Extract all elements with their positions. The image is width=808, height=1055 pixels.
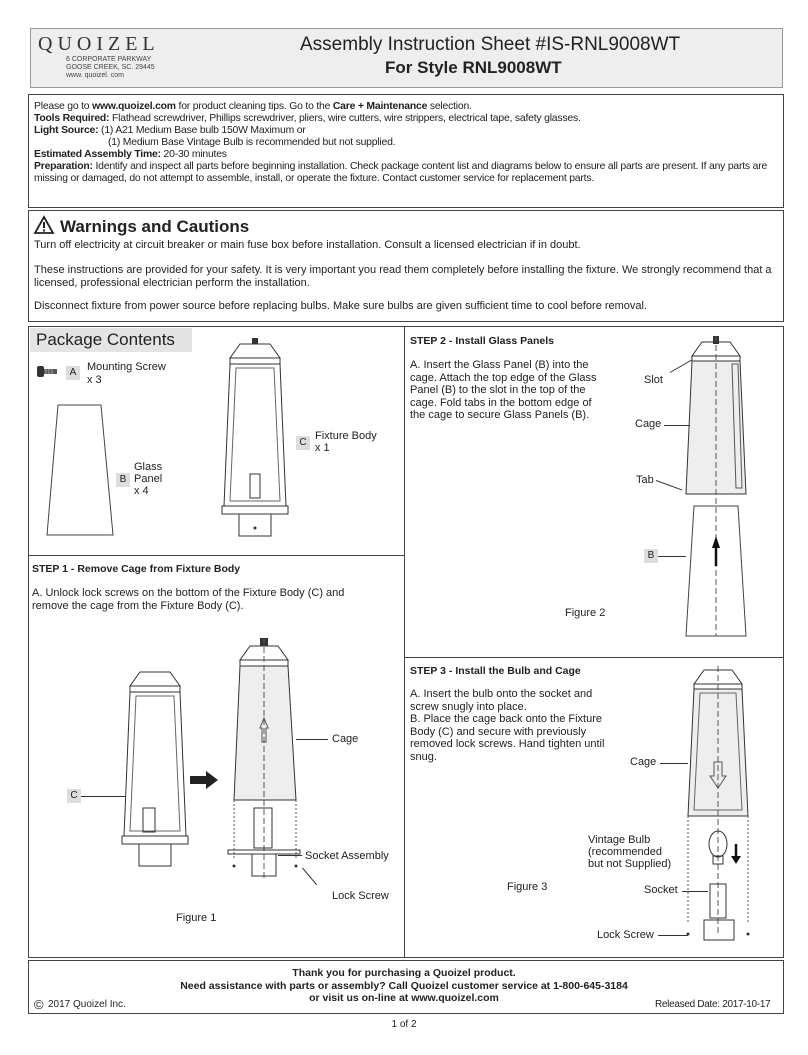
intro-text: Please go to www.quoizel.com for product cleaning tips. Go to the Care + Maintenance selection. Tools Required: Flathead screwdriver, Phillips screwdriver, pliers, wire cutters, wire strippers, electrical tape, safety glasses. Light Source: (1) A21 Medium Base bulb 150W Maximum or (1) Medium Base Vintage Bulb is recommended but not supplied. Estimated Assembly Time: 20-30 minutes Preparation: Identify and inspect all parts before beginning installation. Check package content list and diagrams below to ensure all parts are present. If any parts are missing or damaged, do not attempt to assemble, install, or operate the fixture. Contact customer service for replacement parts. <box>34 101 768 184</box>
step3-heading: STEP 3 - Install the Bulb and Cage <box>410 665 581 677</box>
badge-b: B <box>116 473 130 487</box>
address-line-2: GOOSE CREEK, SC. 29445 <box>66 64 155 71</box>
step1-leader-cage <box>296 739 328 740</box>
footer-thanks: Thank you for purchasing a Quoizel product. <box>292 967 516 979</box>
step3-label-bulb: Vintage Bulb (recommended but not Supplied) <box>588 834 672 870</box>
warning-paragraph-2: These instructions are provided for your safety. It is very important you read them completely before installing the fixture. We strongly recommend that a licensed, professional electrician perform the installation. <box>34 264 772 289</box>
warnings-title: Warnings and Cautions <box>60 217 250 236</box>
footer-released-date: Released Date: 2017-10-17 <box>655 999 771 1010</box>
page-number: 1 of 2 <box>391 1019 417 1030</box>
badge-a: A <box>66 366 80 380</box>
step1-text: A. Unlock lock screws on the bottom of the Fixture Body (C) and remove the cage from the Fixture Body (C). <box>32 587 345 612</box>
fixture-body-label: Fixture Body <box>315 430 377 442</box>
package-contents-title: Package Contents <box>30 328 192 352</box>
step1-leader-c <box>81 796 125 797</box>
brand-logo: QUOIZEL <box>38 33 160 55</box>
mounting-screw-icon <box>36 363 60 381</box>
document-subtitle: For Style RNL9008WT <box>385 58 562 77</box>
step2-heading: STEP 2 - Install Glass Panels <box>410 335 554 347</box>
footer-assist: Need assistance with parts or assembly? Call Quoizel customer service at 1-800-645-3184 <box>180 980 628 992</box>
step1-heading: STEP 1 - Remove Cage from Fixture Body <box>32 563 241 575</box>
step3-leader-cage <box>660 763 688 764</box>
website-text: www. quoizel. com <box>66 72 124 79</box>
step2-label-slot: Slot <box>644 374 663 386</box>
footer-copyright: 2017 Quoizel Inc. <box>48 999 126 1010</box>
step3-text-b: B. Place the cage back onto the Fixture Body (C) and secure with previously removed lock screws. Hand tighten until snug. <box>410 713 605 763</box>
glass-panel-illustration <box>44 404 116 536</box>
fixture-body-qty: x 1 <box>315 442 330 454</box>
fixture-body-illustration <box>210 336 300 540</box>
figure-1-caption: Figure 1 <box>176 912 217 924</box>
mounting-screw-label: Mounting Screw <box>87 361 166 373</box>
step2-leader-b <box>658 556 686 557</box>
grid-divider-left <box>28 555 405 556</box>
step1-label-lock-screw: Lock Screw <box>332 890 389 902</box>
step2-label-cage: Cage <box>635 418 662 430</box>
warning-paragraph-1: Turn off electricity at circuit breaker or main fuse box before installation. Consult a licensed electrician if in doubt. <box>34 239 581 251</box>
step1-badge-c: C <box>67 789 81 803</box>
mounting-screw-qty: x 3 <box>87 374 102 386</box>
figure-2-caption: Figure 2 <box>565 607 606 619</box>
step3-cage-illustration <box>676 666 766 946</box>
document-title: Assembly Instruction Sheet #IS-RNL9008WT <box>300 34 681 55</box>
grid-divider-vertical <box>404 326 405 958</box>
warning-paragraph-3: Disconnect fixture from power source before replacing bulbs. Make sure bulbs are given sufficient time to cool before removal. <box>34 300 648 312</box>
copyright-icon: © <box>34 997 44 1012</box>
glass-panel-label-1: Glass <box>134 461 163 473</box>
step3-leader-lock <box>658 935 688 936</box>
step2-text: A. Insert the Glass Panel (B) into the cage. Attach the top edge of the Glass Panel (B) to the slot in the top of the cage. Fold tabs in the bottom edge of the cage to secure Glass Panels (B). <box>410 359 597 421</box>
step2-badge-b: B <box>644 549 658 563</box>
step3-label-socket: Socket <box>644 884 678 896</box>
step2-label-tab: Tab <box>636 474 654 486</box>
figure-3-caption: Figure 3 <box>507 881 548 893</box>
step3-label-lock-screw: Lock Screw <box>597 929 654 941</box>
step3-leader-socket <box>682 891 708 892</box>
address-line-1: 6 CORPORATE PARKWAY <box>66 56 152 63</box>
arrow-right-icon <box>190 770 220 790</box>
step1-cage-illustration <box>226 638 336 878</box>
step1-leader-socket <box>278 855 302 856</box>
step1-label-socket-assembly: Socket Assembly <box>305 850 389 862</box>
warning-icon <box>34 216 54 234</box>
grid-divider-right <box>404 657 784 658</box>
step1-label-cage: Cage <box>332 733 359 745</box>
glass-panel-label-2: Panel <box>134 473 163 485</box>
step1-fixture-illustration <box>110 668 200 878</box>
glass-panel-qty: x 4 <box>134 485 149 497</box>
footer-online: or visit us on-line at www.quoizel.com <box>309 992 499 1004</box>
step2-leader-cage <box>664 425 690 426</box>
step3-label-cage: Cage <box>630 756 657 768</box>
step2-cage-illustration <box>676 336 756 636</box>
badge-c: C <box>296 436 310 450</box>
step3-text-a: A. Insert the bulb onto the socket and screw snugly into place. <box>410 688 593 713</box>
